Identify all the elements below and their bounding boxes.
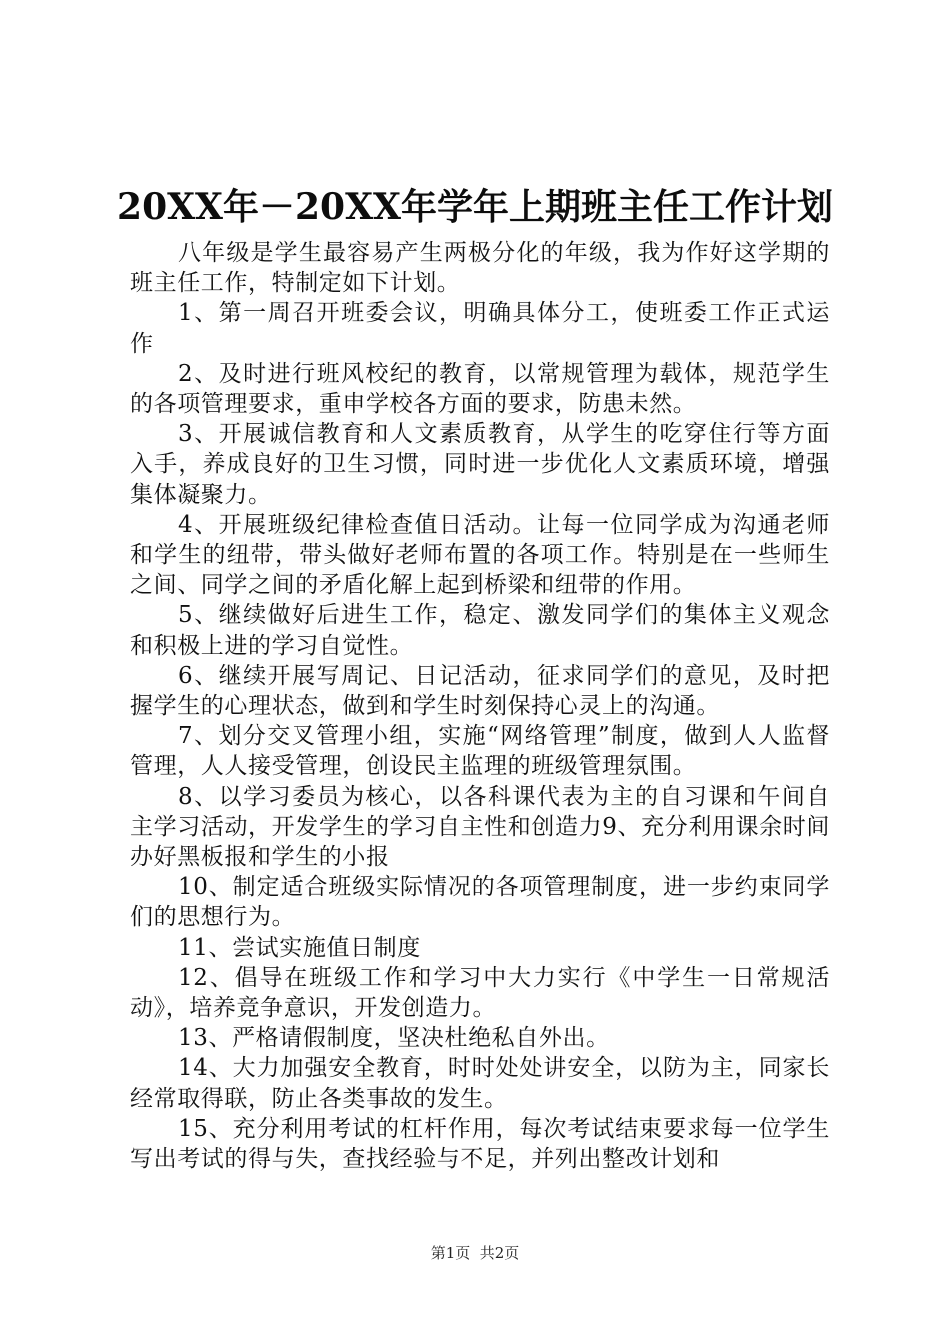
plan-item-1: 1、第一周召开班委会议，明确具体分工，使班委工作正式运作: [130, 300, 830, 357]
plan-item-14: 14、大力加强安全教育，时时处处讲安全，以防为主，同家长经常取得联，防止各类事故的发生。: [130, 1055, 830, 1112]
plan-item-3: 3、开展诚信教育和人文素质教育，从学生的吃穿住行等方面入手，养成良好的卫生习惯，同时进一步优化人文素质环境，增强集体凝聚力。: [130, 421, 830, 508]
plan-item-11: 11、尝试实施值日制度: [178, 934, 421, 961]
page-number-footer: 第1页 共2页: [430, 1244, 520, 1262]
plan-item-8-9: 8、以学习委员为核心，以各科课代表为主的自习课和午间自主学习活动，开发学生的学习自主性和创造力9、充分利用课余时间办好黑板报和学生的小报: [130, 783, 830, 871]
plan-item-2: 2、及时进行班风校纪的教育，以常规管理为载体，规范学生的各项管理要求，重申学校各方面的要求，防患未然。: [130, 360, 830, 418]
plan-item-6: 6、继续开展写周记、日记活动，征求同学们的意见，及时把握学生的心理状态，做到和学生时刻保持心灵上的沟通。: [130, 662, 830, 720]
document-body: [130, 238, 830, 1174]
document-title: 20XX年－20XX年学年上期班主任工作计划: [117, 186, 833, 228]
plan-item-5: 5、继续做好后进生工作，稳定、激发同学们的集体主义观念和积极上进的学习自觉性。: [130, 602, 830, 659]
plan-item-7: 7、划分交叉管理小组，实施“网络管理”制度，做到人人监督管理，人人接受管理，创设民主监理的班级管理氛围。: [130, 723, 830, 780]
plan-item-13: 13、严格请假制度，坚决杜绝私自外出。: [178, 1025, 610, 1052]
plan-item-4: 4、开展班级纪律检查值日活动。让每一位同学成为沟通老师和学生的纽带，带头做好老师布置的各项工作。特别是在一些师生之间、同学之间的矛盾化解上起到桥梁和纽带的作用。: [130, 511, 830, 599]
plan-item-12: 12、倡导在班级工作和学习中大力实行《中学生一日常规活动》，培养竞争意识，开发创造力。: [130, 964, 830, 1022]
plan-item-15: 15、充分利用考试的杠杆作用，每次考试结束要求每一位学生写出考试的得与失，查找经验与不足，并列出整改计划和: [130, 1115, 830, 1173]
plan-item-10: 10、制定适合班级实际情况的各项管理制度，进一步约束同学们的思想行为。: [130, 874, 830, 931]
intro-paragraph: 八年级是学生最容易产生两极分化的年级，我为作好这学期的班主任工作，特制定如下计划。: [130, 240, 830, 297]
